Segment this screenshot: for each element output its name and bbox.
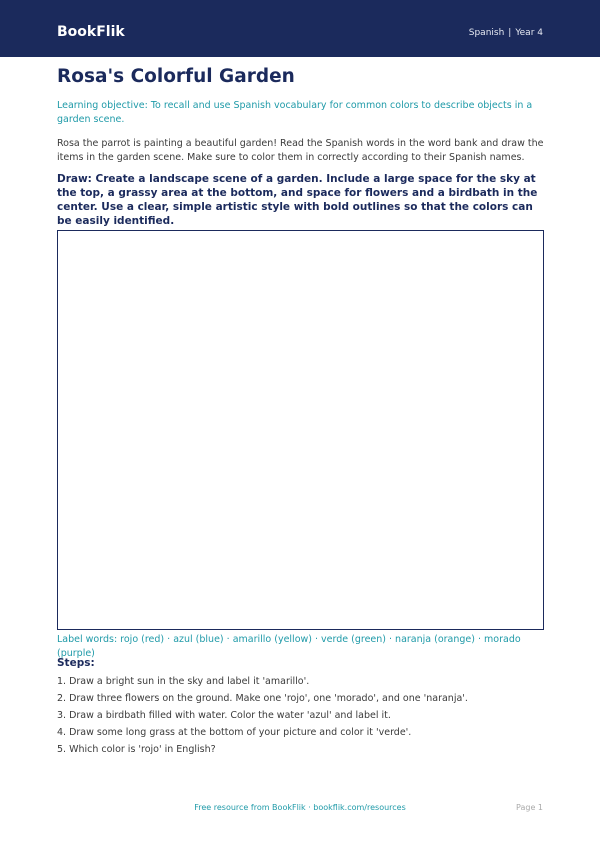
- step-number: 4.: [57, 727, 67, 738]
- header-meta: [469, 26, 543, 40]
- draw-prompt: Draw: Create a landscape scene of a garden. Include a large space for the sky at the top, a grassy area at the bottom, and space for flowers and a birdbath in the center. Use a clear, simple artistic style with bold outlines so that the colors can be easily identified.: [57, 173, 538, 227]
- page-title: Rosa's Colorful Garden: [57, 66, 295, 87]
- step-number: 3.: [57, 710, 67, 721]
- grade-label: Year 4: [515, 28, 543, 38]
- step-item: [57, 707, 547, 724]
- meta-separator: |: [508, 28, 512, 38]
- steps-list: [57, 673, 547, 758]
- subject-label: Spanish: [468, 28, 505, 38]
- step-number: 5.: [57, 744, 67, 755]
- label-words: Label words: rojo (red) · azul (blue) · amarillo (yellow) · verde (green) · naranja (orange) · morado (purple): [57, 634, 521, 659]
- header-bar: [0, 0, 600, 57]
- step-text: Draw a birdbath filled with water. Color the water 'azul' and label it.: [69, 710, 391, 721]
- intro-paragraph: Rosa the parrot is painting a beautiful garden! Read the Spanish words in the word bank and draw the items in the garden scene. Make sure to color them in correctly according to their Spanish names.: [57, 138, 544, 163]
- step-text: Draw some long grass at the bottom of your picture and color it 'verde'.: [69, 727, 412, 738]
- steps-heading: Steps:: [57, 657, 95, 669]
- step-item: [57, 724, 547, 741]
- brand-logo-text: BookFlik: [57, 24, 125, 40]
- page-number: Page 1: [516, 803, 543, 812]
- step-text: Draw a bright sun in the sky and label it 'amarillo'.: [69, 676, 310, 687]
- step-item: [57, 673, 547, 690]
- step-number: 2.: [57, 693, 67, 704]
- step-text: Which color is 'rojo' in English?: [69, 744, 216, 755]
- step-item: [57, 690, 547, 707]
- footer-credit: Free resource from BookFlik · bookflik.com/resources: [194, 803, 406, 812]
- step-number: 1.: [57, 676, 67, 687]
- step-text: Draw three flowers on the ground. Make one 'rojo', one 'morado', and one 'naranja'.: [69, 693, 468, 704]
- learning-objective: Learning objective: To recall and use Spanish vocabulary for common colors to describe objects in a garden scene.: [57, 100, 533, 125]
- drawing-area[interactable]: [57, 230, 544, 630]
- step-item: [57, 741, 547, 758]
